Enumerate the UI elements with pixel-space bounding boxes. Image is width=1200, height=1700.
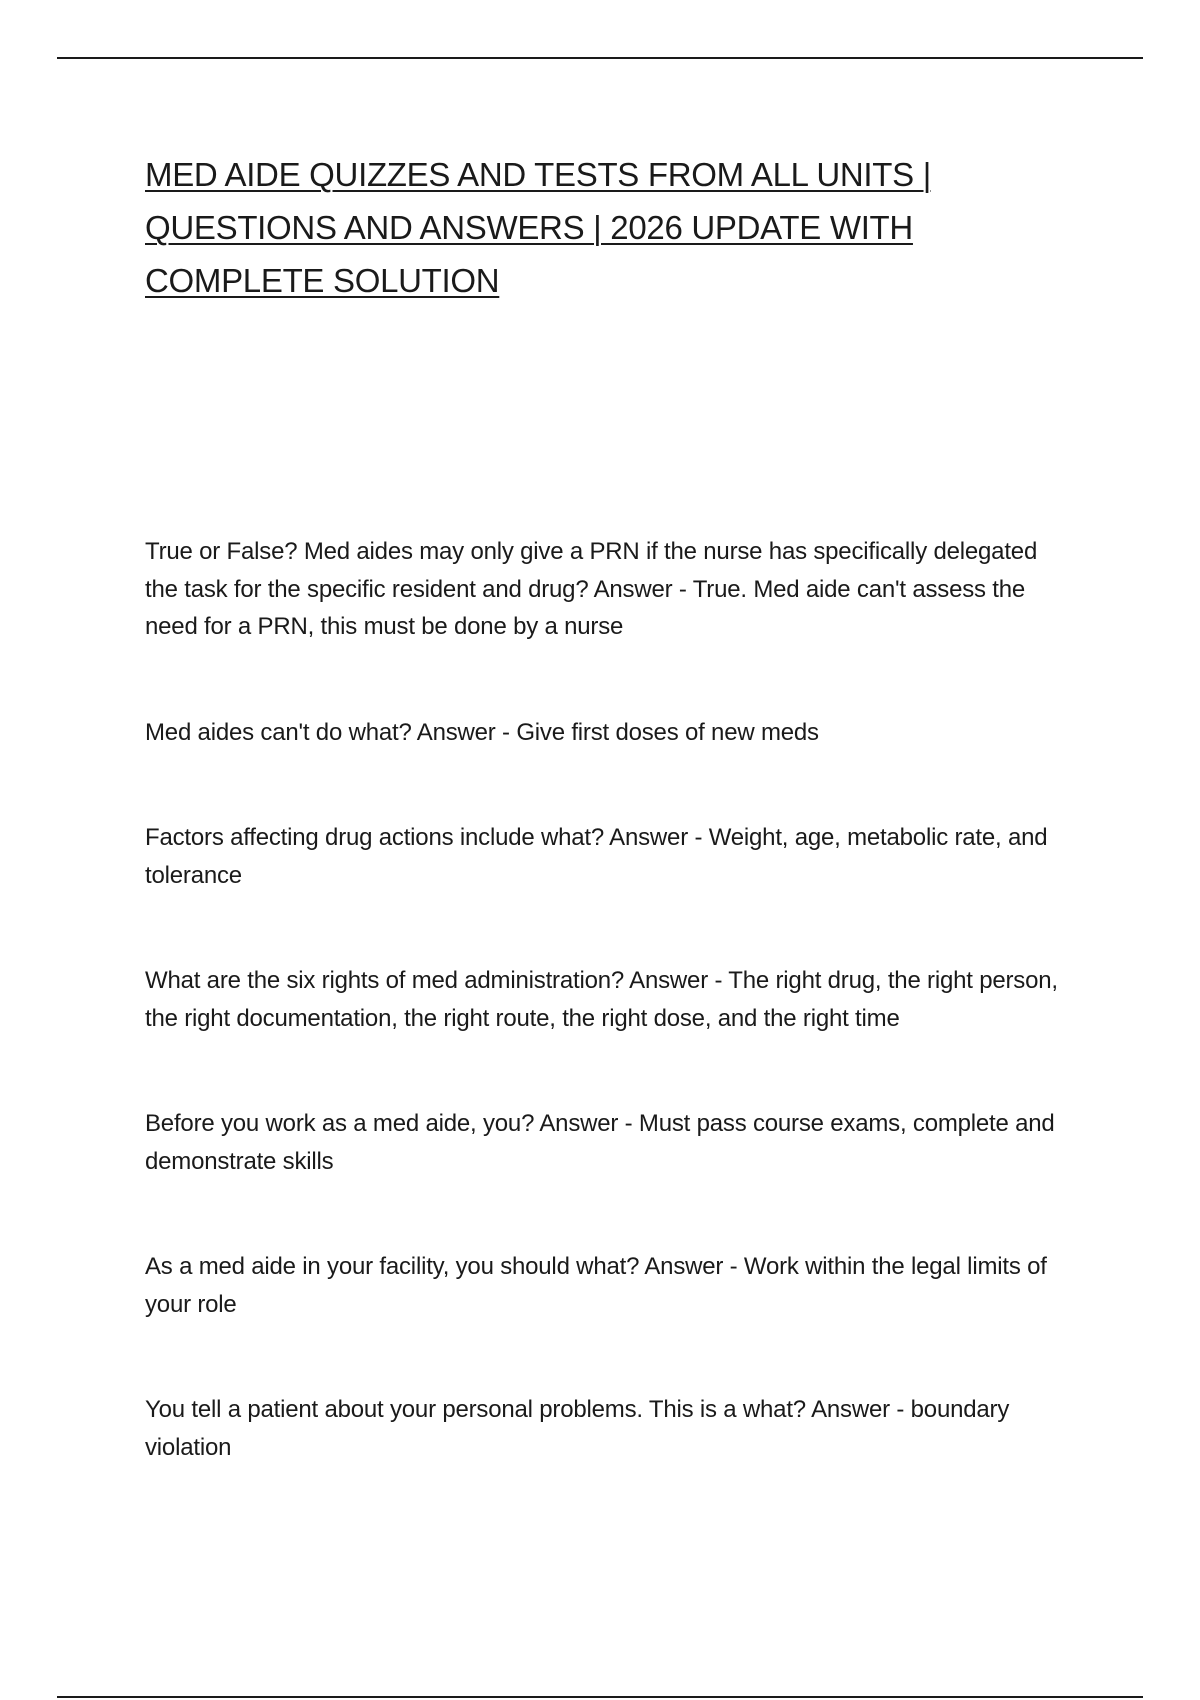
qa-list bbox=[145, 533, 1065, 1466]
qa-item-3: Factors affecting drug actions include what? Answer - Weight, age, metabolic rate, and tolerance bbox=[145, 824, 1048, 889]
qa-item-5: Before you work as a med aide, you? Answer - Must pass course exams, complete and demonstrate skills bbox=[145, 1110, 1055, 1175]
qa-item-4: What are the six rights of med administration? Answer - The right drug, the right person, the right documentation, the right route, the right dose, and the right time bbox=[145, 967, 1058, 1032]
qa-item-7: You tell a patient about your personal problems. This is a what? Answer - boundary violation bbox=[145, 1396, 1010, 1461]
top-divider bbox=[57, 57, 1143, 59]
qa-item-1: True or False? Med aides may only give a PRN if the nurse has specifically delegated the task for the specific resident and drug? Answer - True. Med aide can't assess the need for a PRN, this must be done by a nurse bbox=[145, 538, 1038, 640]
qa-item-6: As a med aide in your facility, you should what? Answer - Work within the legal limits of your role bbox=[145, 1253, 1047, 1318]
qa-item-2: Med aides can't do what? Answer - Give first doses of new meds bbox=[145, 718, 819, 746]
bottom-divider bbox=[57, 1696, 1143, 1698]
document-title: MED AIDE QUIZZES AND TESTS FROM ALL UNITS | QUESTIONS AND ANSWERS | 2026 UPDATE WITH COMPLETE SOLUTION bbox=[145, 156, 931, 299]
